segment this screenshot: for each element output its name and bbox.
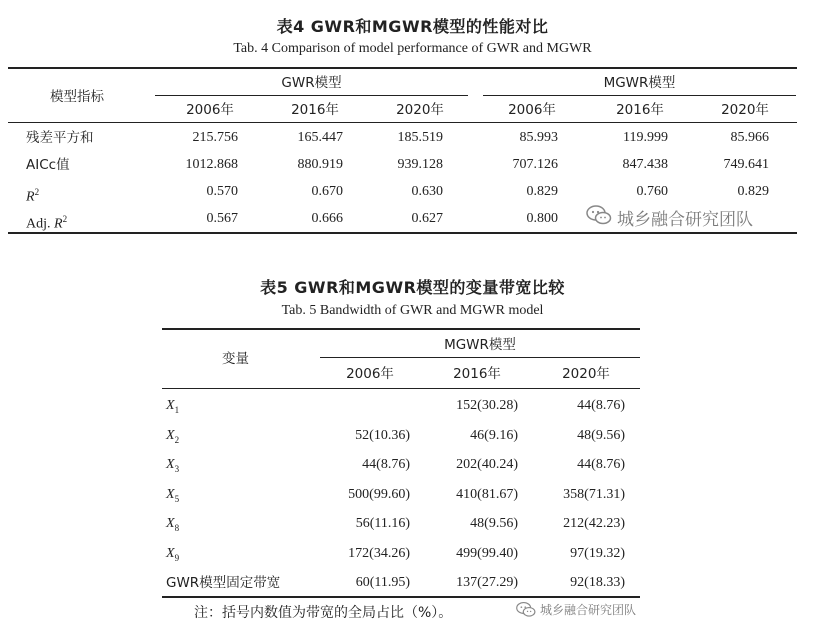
table4-cell: 847.438: [622, 157, 668, 172]
table4-bottom-rule: [8, 232, 797, 234]
table5-cell: 202(40.24): [456, 457, 518, 472]
table4-year-col: 2016年: [291, 102, 339, 118]
table4-cell: 85.993: [519, 130, 558, 145]
table5-note: 注：括号内数值为带宽的全局占比（%）。: [194, 605, 453, 621]
table5-row-label: $X_2$: [166, 428, 180, 445]
table4-cell: 0.829: [737, 184, 769, 199]
table5-cell: 56(11.16): [355, 516, 410, 531]
table5-cell: 212(42.23): [563, 516, 625, 531]
table4-title-en: Tab. 4 Comparison of model performance of GWR and MGWR: [233, 41, 592, 56]
table4-cell: 707.126: [512, 157, 558, 172]
table4-header-rule: [8, 122, 797, 123]
table5-cell: 46(9.16): [470, 428, 518, 443]
table5-row-label: $X_1$: [166, 398, 180, 415]
table5-title-en: Tab. 5 Bandwidth of GWR and MGWR model: [281, 303, 544, 318]
table5-group-rule: [320, 357, 640, 358]
watermark-text: 城乡融合研究团队: [540, 603, 637, 617]
table4-cell: 0.627: [411, 211, 443, 226]
table4-group-mgwr: MGWR模型: [603, 75, 676, 91]
table5-row-label: $X_5$: [166, 487, 180, 504]
table5-year-col: 2020年: [562, 366, 610, 382]
table5-cell: 172(34.26): [348, 546, 410, 561]
table4-row-label: 残差平方和: [26, 130, 94, 146]
table4-cell: 0.570: [206, 184, 238, 199]
table4-cell: 119.999: [623, 130, 668, 145]
table5-cell: 97(19.32): [570, 546, 625, 561]
table4-year-col: 2006年: [508, 102, 556, 118]
table5-cell: 137(27.29): [456, 575, 518, 590]
table4-row-label-adj-r2: Adj. $R^2$: [26, 214, 68, 232]
table4-mgwr-group-rule: [483, 95, 796, 96]
table5-header-variable: 变量: [222, 351, 249, 367]
table4-cell: 0.567: [206, 211, 238, 226]
table4-top-rule: [8, 67, 797, 69]
watermark-text: 城乡融合研究团队: [617, 210, 753, 230]
table4-title-cn: 表4 GWR和MGWR模型的性能对比: [276, 17, 549, 36]
table5-cell: 500(99.60): [348, 487, 410, 502]
table5-group-mgwr: MGWR模型: [444, 337, 516, 353]
table4-cell: 85.966: [730, 130, 769, 145]
table5-cell: 52(10.36): [355, 428, 410, 443]
table4-cell: 0.630: [411, 184, 443, 199]
table5-cell: 499(99.40): [456, 546, 518, 561]
table5-row-label: $X_3$: [166, 457, 180, 474]
table4-cell: 215.756: [192, 130, 238, 145]
table5-cell: 48(9.56): [470, 516, 518, 531]
table5-year-col: 2006年: [346, 366, 394, 382]
table5-title-cn: 表5 GWR和MGWR模型的变量带宽比较: [260, 278, 565, 297]
table5-row-label-gwr-fixed: GWR模型固定带宽: [166, 575, 281, 591]
table5-cell: 48(9.56): [577, 428, 625, 443]
table5-cell: 44(8.76): [577, 398, 625, 413]
table5-cell: 152(30.28): [456, 398, 518, 413]
wechat-icon: [515, 601, 537, 618]
table5-cell: 60(11.95): [355, 575, 410, 590]
table4-cell: 0.800: [526, 211, 558, 226]
table5-top-rule: [162, 328, 640, 330]
table4-cell: 185.519: [397, 130, 443, 145]
table4-cell: 165.447: [297, 130, 343, 145]
table4-year-col: 2006年: [186, 102, 234, 118]
table4-cell: 880.919: [297, 157, 343, 172]
table5-cell: 44(8.76): [362, 457, 410, 472]
table5-cell: 92(18.33): [570, 575, 625, 590]
table4-gwr-group-rule: [155, 95, 468, 96]
table4-header-indicator: 模型指标: [50, 89, 104, 105]
table5-header-rule: [162, 388, 640, 389]
table4-year-col: 2016年: [616, 102, 664, 118]
table4-cell: 0.666: [311, 211, 343, 226]
table4-cell: 1012.868: [185, 157, 238, 172]
table4-year-col: 2020年: [721, 102, 769, 118]
table5-row-label: $X_8$: [166, 516, 180, 533]
table4-cell: 749.641: [723, 157, 769, 172]
table4-row-label-r2: $R^2$: [26, 187, 40, 205]
table5-year-col: 2016年: [453, 366, 501, 382]
table4-cell: 0.829: [526, 184, 558, 199]
table4-cell: 0.670: [311, 184, 343, 199]
table4-cell: 0.760: [636, 184, 668, 199]
table5-cell: 358(71.31): [563, 487, 625, 502]
table4-row-label: AICc值: [26, 157, 70, 173]
wechat-icon: [585, 204, 613, 226]
table4-year-col: 2020年: [396, 102, 444, 118]
table5-bottom-rule: [162, 596, 640, 598]
table5-cell: 44(8.76): [577, 457, 625, 472]
table4-group-gwr: GWR模型: [281, 75, 342, 91]
table5-cell: 410(81.67): [456, 487, 518, 502]
table5-row-label: $X_9$: [166, 546, 180, 563]
table4-cell: 939.128: [397, 157, 443, 172]
